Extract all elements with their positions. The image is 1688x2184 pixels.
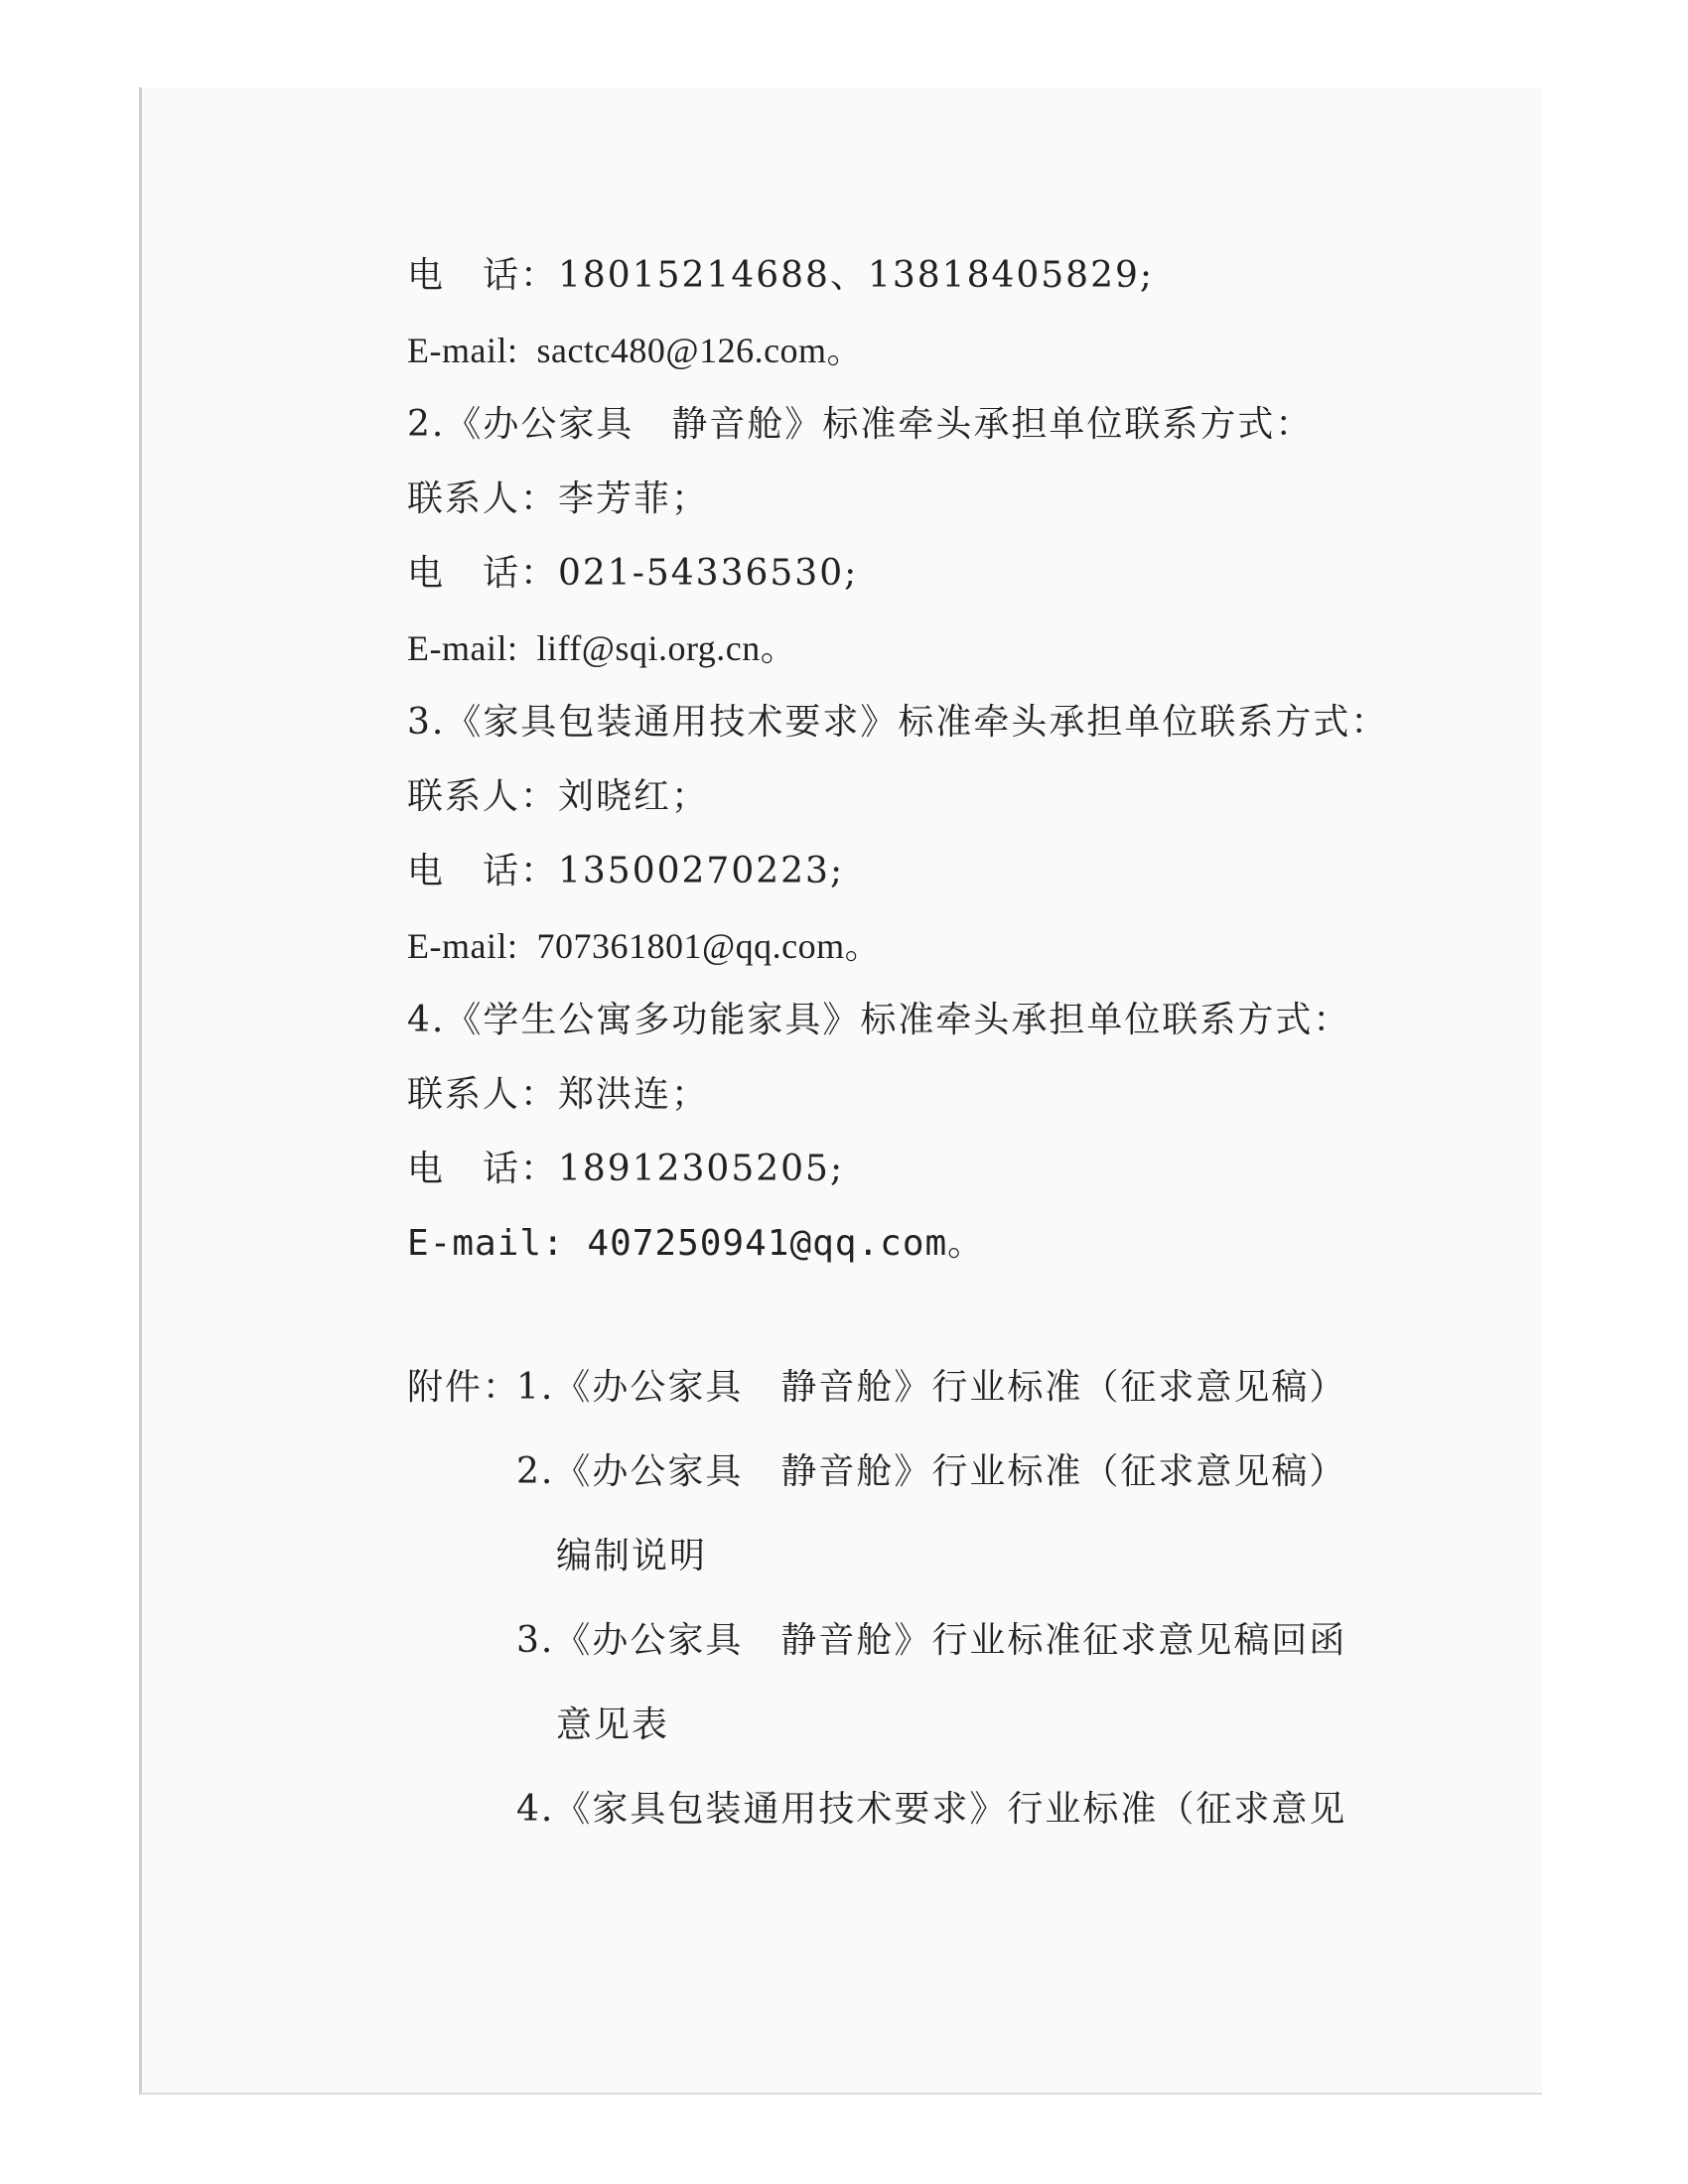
attachment-item-4: 4.《家具包装通用技术要求》行业标准（征求意见: [516, 1789, 1347, 1830]
contact4-person: 联系人：郑洪连；: [407, 1074, 710, 1115]
contact2-phone: 电 话：021-54336530;: [407, 553, 859, 594]
contact2-person: 联系人：李芳菲；: [407, 478, 710, 519]
attachment-item-3: 3.《办公家具 静音舱》行业标准征求意见稿回函: [516, 1620, 1347, 1661]
contact4-email: E-mail: 407250941@qq.com。: [407, 1223, 985, 1264]
contact2-title: 2.《办公家具 静音舱》标准牵头承担单位联系方式：: [407, 404, 1314, 445]
contact3-phone: 电 话：13500270223;: [407, 851, 845, 891]
contact3-email: E-mail: 707361801@qq.com。: [407, 926, 882, 966]
contact4-phone: 电 话：18912305205;: [407, 1149, 845, 1189]
contact3-title: 3.《家具包装通用技术要求》标准牵头承担单位联系方式：: [407, 702, 1389, 743]
attachment-item-2-continued: 编制说明: [556, 1536, 708, 1576]
contact1-phone: 电 话：18015214688、13818405829;: [407, 255, 1155, 296]
contact3-person: 联系人：刘晓红；: [407, 776, 710, 817]
contact1-email: E-mail: sactc480@126.com。: [407, 331, 864, 370]
contact4-title: 4.《学生公寓多功能家具》标准牵头承担单位联系方式：: [407, 1000, 1351, 1040]
contact2-email: E-mail: liff@sqi.org.cn。: [407, 628, 797, 668]
attachment-item-3-continued: 意见表: [556, 1705, 670, 1745]
attachment-item-1: 1.《办公家具 静音舱》行业标准（征求意见稿）: [516, 1367, 1347, 1408]
attachments-label: 附件：: [407, 1367, 521, 1408]
attachment-item-2: 2.《办公家具 静音舱》行业标准（征求意见稿）: [516, 1451, 1347, 1492]
